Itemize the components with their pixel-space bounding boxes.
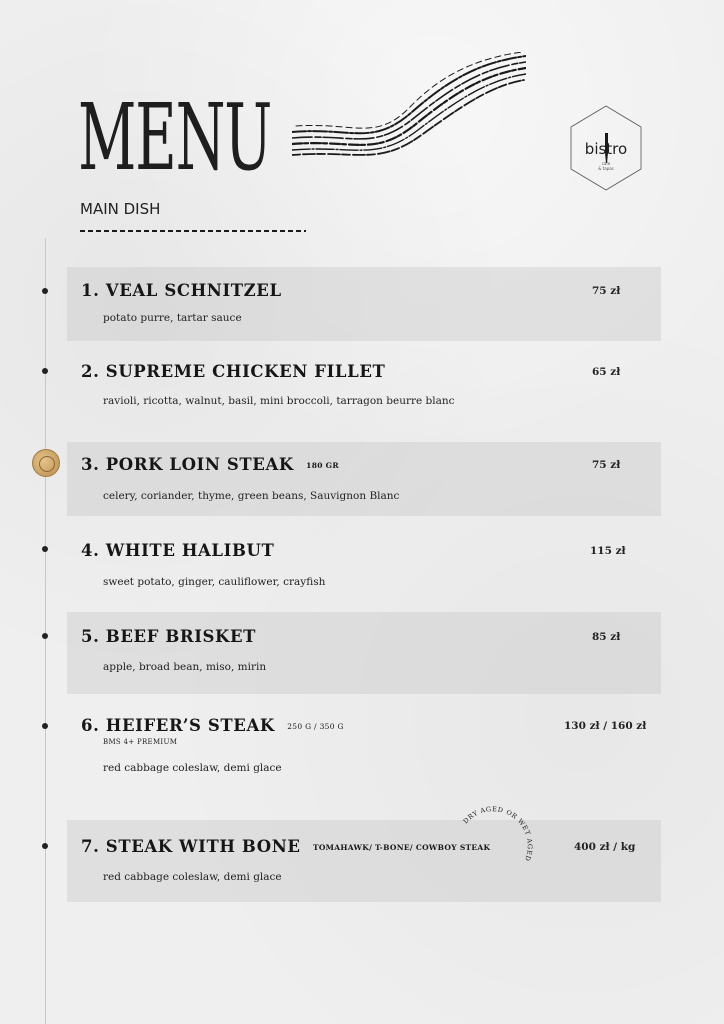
dish-weight: 250 G / 350 G	[287, 722, 344, 731]
dish-price: 400 zł / kg	[574, 841, 636, 853]
dish-price: 75 zł	[592, 285, 621, 297]
dish-description: sweet potato, ginger, cauliflower, crayfish	[103, 576, 326, 588]
dish-name: VEAL SCHNITZEL	[105, 281, 282, 300]
logo-name: bistro	[584, 140, 628, 158]
decorative-wave-strokes	[292, 52, 526, 160]
coin-badge-icon	[32, 449, 60, 477]
dish-description: celery, coriander, thyme, green beans, Sauvignon Blanc	[103, 490, 400, 502]
dish-price: 130 zł / 160 zł	[564, 720, 647, 732]
dish-name: SUPREME CHICKEN FILLET	[105, 362, 386, 381]
dish-name: BEEF BRISKET	[105, 627, 257, 646]
dish-price: 85 zł	[592, 631, 621, 643]
timeline-bullet	[42, 843, 48, 849]
dish-title	[81, 627, 256, 646]
dish-number: 5.	[81, 627, 100, 646]
timeline-line	[45, 238, 46, 1024]
timeline-bullet	[42, 288, 48, 294]
dish-title	[81, 281, 282, 300]
dish-number: 4.	[81, 541, 100, 560]
section-subtitle: MAIN DISH	[80, 200, 161, 218]
timeline-bullet	[42, 368, 48, 374]
dish-description: red cabbage coleslaw, demi glace	[103, 871, 282, 883]
dish-title	[81, 837, 490, 856]
menu-title: MENU	[78, 84, 272, 191]
dish-name: STEAK WITH BONE	[105, 837, 301, 856]
dry-aged-stamp	[456, 804, 536, 870]
dish-number: 6.	[81, 716, 100, 735]
decorative-dash-line	[80, 228, 306, 234]
dish-number: 3.	[81, 455, 100, 474]
dish-description: potato purre, tartar sauce	[103, 312, 242, 324]
dish-price: 75 zł	[592, 459, 621, 471]
dish-band-5	[67, 612, 661, 694]
dish-number: 7.	[81, 837, 100, 856]
dish-price: 65 zł	[592, 366, 621, 378]
dish-title	[81, 716, 344, 735]
timeline-bullet	[42, 723, 48, 729]
dish-title	[81, 362, 385, 381]
svg-text:DRY AGED OR WET AGED	[462, 805, 534, 862]
dish-number: 1.	[81, 281, 100, 300]
logo-tagline	[570, 161, 642, 171]
stamp-text: DRY AGED OR WET AGED	[461, 805, 534, 863]
dish-band-1	[67, 267, 661, 341]
dish-description: ravioli, ricotta, walnut, basil, mini broccoli, tarragon beurre blanc	[103, 395, 455, 407]
timeline-bullet	[42, 546, 48, 552]
logo-tagline-1: cafe	[601, 161, 611, 166]
dish-title	[81, 455, 339, 474]
dish-number: 2.	[81, 362, 100, 381]
dish-title	[81, 541, 274, 560]
dish-price: 115 zł	[590, 545, 626, 557]
dish-name: PORK LOIN STEAK	[105, 455, 294, 474]
dish-band-3	[67, 442, 661, 516]
dish-weight: 180 GR	[306, 461, 339, 470]
timeline-bullet	[42, 633, 48, 639]
logo-tagline-2: & tapas	[598, 166, 614, 171]
dish-cuts: TOMAHAWK/ T-BONE/ COWBOY STEAK	[312, 843, 491, 852]
dish-grade: BMS 4+ PREMIUM	[103, 738, 178, 746]
dish-name: HEIFER’S STEAK	[105, 716, 275, 735]
dish-description: red cabbage coleslaw, demi glace	[103, 762, 282, 774]
dish-name: WHITE HALIBUT	[105, 541, 275, 560]
dish-description: apple, broad bean, miso, mirin	[103, 661, 267, 673]
dish-band-7	[67, 820, 661, 902]
